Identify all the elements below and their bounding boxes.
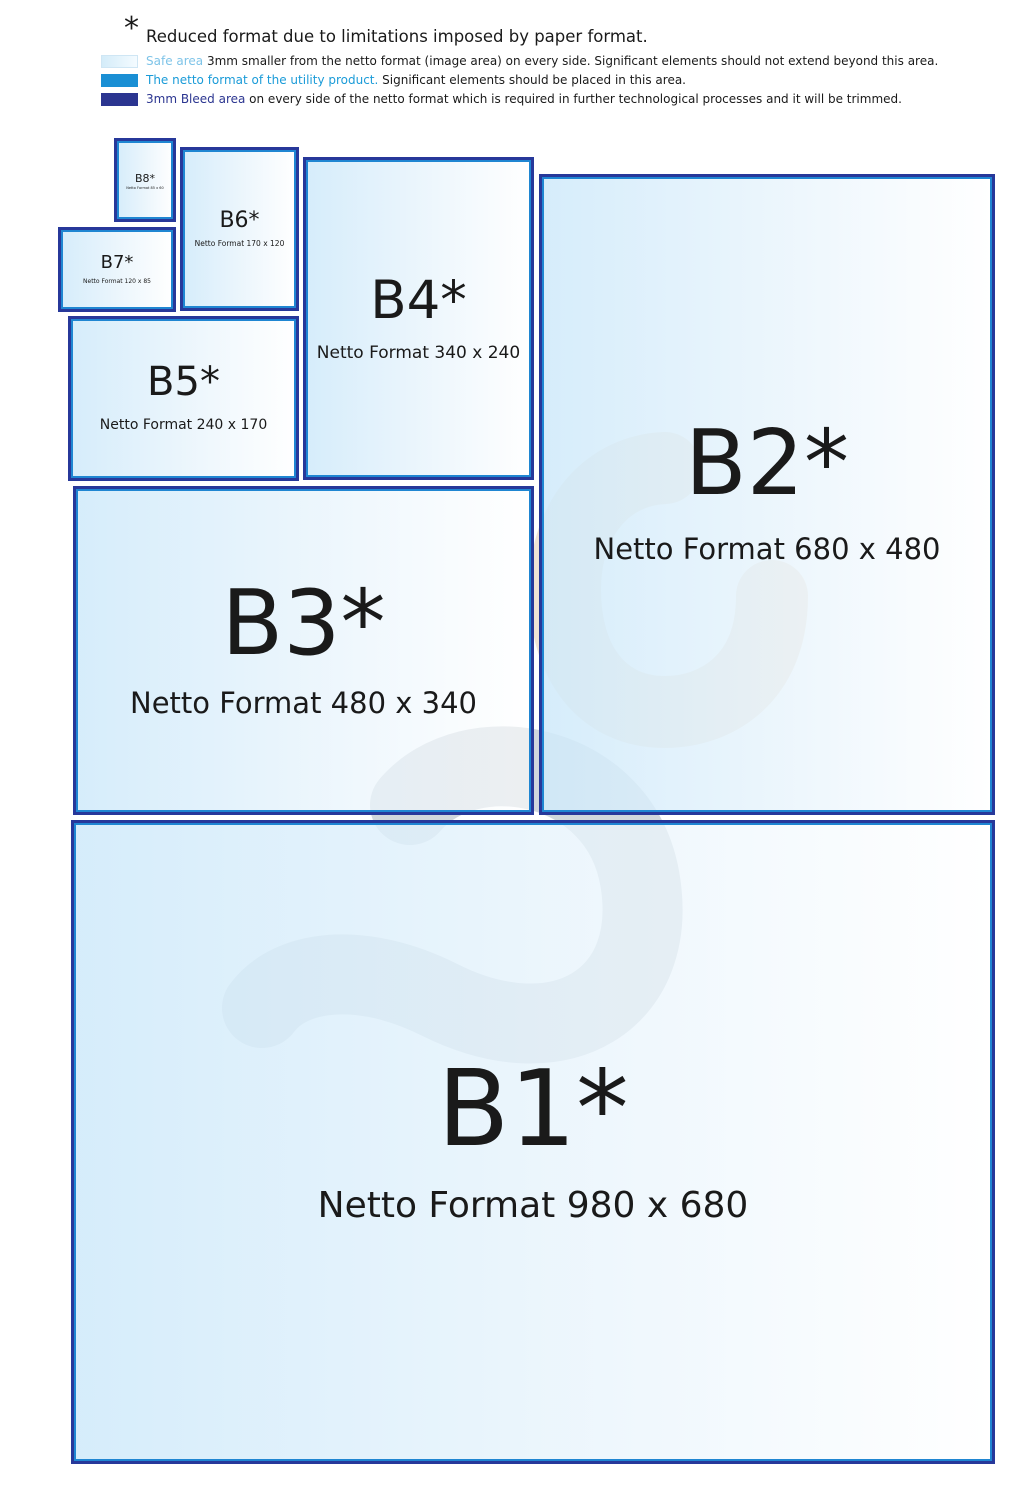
netto-format-swatch [101, 74, 138, 87]
format-box-b1 [71, 820, 995, 1464]
format-b8-netto: Netto Format 85 x 60 [126, 186, 164, 190]
safe-area-swatch [101, 55, 138, 68]
format-b4-netto: Netto Format 340 x 240 [316, 343, 521, 363]
format-box-b7 [58, 227, 176, 312]
format-b6-title: B6* [219, 208, 260, 233]
legend-key-netto-format: The netto format of the utility product. [146, 73, 379, 87]
format-b8-title: B8* [134, 172, 156, 185]
format-box-b6 [180, 147, 299, 311]
format-box-b8 [114, 138, 176, 222]
legend-header [0, 0, 1031, 120]
format-box-b4 [303, 157, 534, 480]
format-b1-netto: Netto Format 980 x 680 [317, 1185, 749, 1226]
format-b2-title: B2* [684, 411, 849, 516]
format-box-b5 [68, 316, 299, 481]
header-title: Reduced format due to limitations imposed by paper format. [146, 27, 648, 46]
format-b3-title: B3* [221, 571, 386, 676]
format-b4-title: B4* [370, 270, 467, 331]
format-b6-netto: Netto Format 170 x 120 [194, 239, 285, 248]
format-box-b3 [73, 486, 534, 815]
legend-text-netto-format: Significant elements should be placed in this area. [378, 73, 686, 87]
format-b5-netto: Netto Format 240 x 170 [99, 417, 268, 433]
format-box-b2 [539, 174, 995, 815]
format-b5-title: B5* [147, 359, 220, 405]
format-b1-title: B1* [437, 1048, 629, 1170]
legend-text-bleed-area: on every side of the netto format which is required in further technological processes and it will be trimmed. [245, 92, 902, 106]
legend-text-safe-area: 3mm smaller from the netto format (image area) on every side. Significant elements should not extend beyond this area. [203, 54, 939, 68]
format-b3-netto: Netto Format 480 x 340 [130, 686, 477, 720]
asterisk-mark: * [124, 11, 139, 46]
format-b7-title: B7* [100, 252, 134, 273]
format-b7-netto: Netto Format 120 x 85 [83, 278, 151, 285]
format-b2-netto: Netto Format 680 x 480 [593, 532, 941, 566]
legend-key-safe-area: Safe area [146, 54, 204, 68]
legend-key-bleed-area: 3mm Bleed area [146, 92, 246, 106]
bleed-area-swatch [101, 93, 138, 106]
